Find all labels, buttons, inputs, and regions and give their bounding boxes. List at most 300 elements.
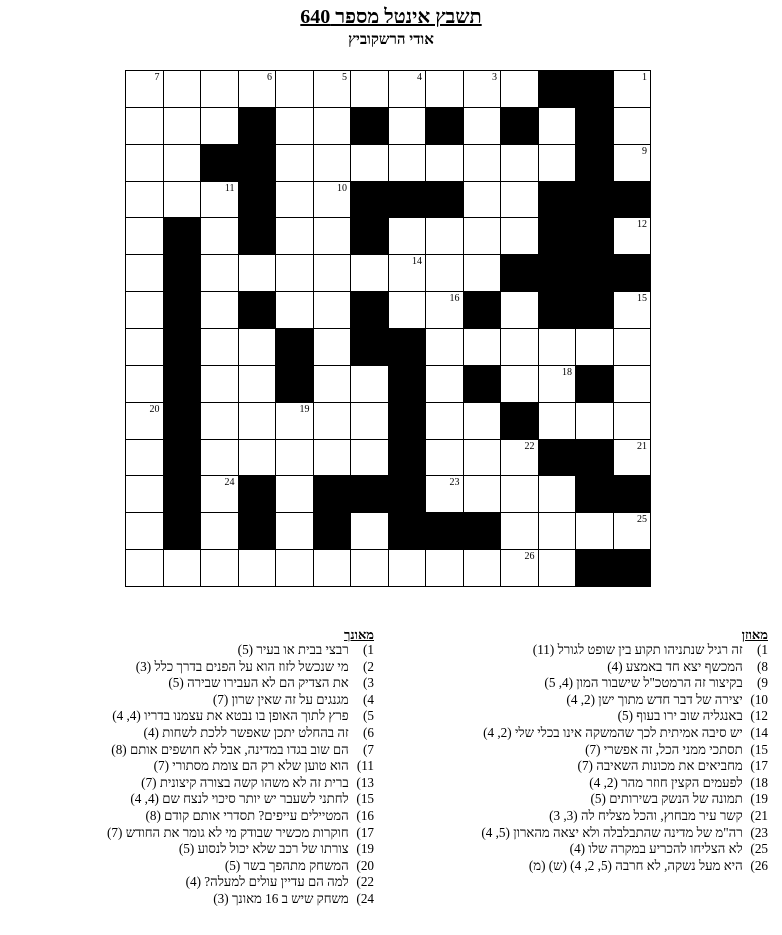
grid-cell[interactable] <box>313 328 352 366</box>
clue-text: הם שוב בגדו במדינה, אבל לא חושפים אותם (8) <box>111 741 349 757</box>
grid-cell[interactable] <box>575 402 614 440</box>
grid-cell[interactable] <box>613 70 652 108</box>
grid-cell[interactable] <box>425 70 464 108</box>
grid-cell[interactable] <box>275 107 314 145</box>
grid-cell[interactable] <box>613 328 652 366</box>
grid-cell[interactable] <box>463 70 502 108</box>
across-clue <box>388 758 768 775</box>
grid-cell[interactable] <box>350 512 389 550</box>
across-clue-list <box>388 642 768 874</box>
grid-cell[interactable] <box>463 402 502 440</box>
clue-number-label: 21) <box>750 807 768 823</box>
across-clue <box>388 725 768 742</box>
grid-cell[interactable] <box>500 512 539 550</box>
grid-cell[interactable] <box>313 254 352 292</box>
black-cell <box>538 181 577 219</box>
clue-number: 22 <box>524 440 535 452</box>
clue-text: המכשף יצא חד באמצע (4) <box>607 658 743 674</box>
grid-cell[interactable] <box>613 365 652 403</box>
black-cell <box>275 328 314 366</box>
clue-number-label: 1) <box>757 642 768 657</box>
clue-number-label: 14) <box>750 724 768 740</box>
grid-cell[interactable] <box>313 144 352 182</box>
across-clue <box>388 692 768 709</box>
clue-text: יש סיבה אמיתית לכך שהמשקה אינו בכלי שלי (2, 4) <box>483 724 743 740</box>
black-cell <box>238 512 277 550</box>
grid-cell[interactable] <box>200 402 239 440</box>
black-cell <box>575 144 614 182</box>
clue-text: תמונה של הנשק בשירותים (5) <box>590 791 743 807</box>
grid-cell[interactable] <box>125 291 164 329</box>
across-clues <box>388 627 768 874</box>
clue-text: צורתו של רכב שלא יכול לנסוע (5) <box>178 841 349 857</box>
grid-cell[interactable] <box>163 549 202 587</box>
grid-cell[interactable] <box>538 512 577 550</box>
clue-number: 24 <box>224 477 235 489</box>
down-clue <box>4 659 374 676</box>
clue-number: 14 <box>412 256 422 268</box>
clue-text: את הצדיק הם לא העבירו שבירה (5) <box>168 675 349 691</box>
clue-text: לחתני לשעבר יש יותר סיכוי לנצח שם (4, 4) <box>130 791 349 807</box>
grid-cell[interactable] <box>200 181 239 219</box>
across-clue <box>388 825 768 842</box>
clue-text: חוקרות מכשיר שבודק מי לא גומר את החודש (7) <box>107 824 349 840</box>
grid-cell[interactable] <box>125 549 164 587</box>
black-cell <box>163 365 202 403</box>
clue-number-label: 9) <box>757 675 768 691</box>
grid-cell[interactable] <box>125 365 164 403</box>
grid-cell[interactable] <box>200 475 239 513</box>
grid-cell[interactable] <box>275 512 314 550</box>
grid-cell[interactable] <box>125 254 164 292</box>
across-clue <box>388 858 768 875</box>
grid-cell[interactable] <box>125 512 164 550</box>
clue-number: 4 <box>417 72 422 83</box>
clue-number: 15 <box>637 293 647 305</box>
grid-cell[interactable] <box>275 254 314 292</box>
grid-cell[interactable] <box>538 475 577 513</box>
grid-cell[interactable] <box>350 254 389 292</box>
grid-cell[interactable] <box>313 402 352 440</box>
black-cell <box>350 328 389 366</box>
grid-cell[interactable] <box>463 328 502 366</box>
down-clue <box>4 858 374 875</box>
black-cell <box>388 402 427 440</box>
grid-cell[interactable] <box>463 107 502 145</box>
grid-cell[interactable] <box>125 217 164 255</box>
grid-cell[interactable] <box>350 402 389 440</box>
black-cell <box>575 291 614 329</box>
grid-cell[interactable] <box>238 70 277 108</box>
grid-cell[interactable] <box>538 365 577 403</box>
grid-cell[interactable] <box>613 107 652 145</box>
grid-cell[interactable] <box>500 144 539 182</box>
grid-cell[interactable] <box>613 291 652 329</box>
clue-number-label: 18) <box>750 774 768 790</box>
down-clue <box>4 742 374 759</box>
grid-cell[interactable] <box>388 549 427 587</box>
clue-text: המשחק מתהפך בשר (5) <box>224 857 349 873</box>
grid-cell[interactable] <box>425 402 464 440</box>
black-cell <box>200 144 239 182</box>
black-cell <box>238 217 277 255</box>
black-cell <box>163 402 202 440</box>
grid-cell[interactable] <box>275 181 314 219</box>
clue-number-label: 22) <box>356 874 374 890</box>
grid-cell[interactable] <box>500 365 539 403</box>
grid-cell[interactable] <box>275 402 314 440</box>
black-cell <box>163 512 202 550</box>
clue-number-label: 20) <box>356 857 374 873</box>
across-heading: מאוזן <box>741 627 768 642</box>
clue-number-label: 7) <box>363 741 374 757</box>
grid-cell[interactable] <box>463 254 502 292</box>
grid-cell[interactable] <box>125 70 164 108</box>
grid-cell[interactable] <box>538 144 577 182</box>
grid-cell[interactable] <box>350 144 389 182</box>
grid-cell[interactable] <box>200 328 239 366</box>
clue-number: 25 <box>637 514 647 526</box>
clue-text: רבצי בבית או בעיר (5) <box>237 642 349 657</box>
clue-number-label: 17) <box>750 758 768 774</box>
black-cell <box>238 107 277 145</box>
black-cell <box>500 402 539 440</box>
grid-cell[interactable] <box>238 254 277 292</box>
black-cell <box>575 254 614 292</box>
black-cell <box>163 475 202 513</box>
black-cell <box>463 512 502 550</box>
grid-cell[interactable] <box>125 107 164 145</box>
grid-cell[interactable] <box>538 107 577 145</box>
grid-cell[interactable] <box>388 217 427 255</box>
black-cell <box>163 217 202 255</box>
clue-number: 16 <box>449 293 460 305</box>
across-clue <box>388 841 768 858</box>
black-cell <box>538 254 577 292</box>
black-cell <box>425 512 464 550</box>
clue-number-label: 10) <box>750 691 768 707</box>
black-cell <box>575 70 614 108</box>
grid-cell[interactable] <box>425 549 464 587</box>
grid-cell[interactable] <box>200 365 239 403</box>
clue-number-label: 25) <box>750 841 768 857</box>
clue-text: הוא טוען שלא רק הם צומת מסתורי (7) <box>153 758 349 774</box>
down-clue <box>4 891 374 908</box>
grid-cell[interactable] <box>500 217 539 255</box>
clue-number-label: 2) <box>363 658 374 674</box>
clue-text: לא הצליחו להכריע במקרה שלו (4) <box>569 841 743 857</box>
grid-cell[interactable] <box>125 439 164 477</box>
grid-cell[interactable] <box>275 549 314 587</box>
clue-number: 26 <box>524 551 535 563</box>
grid-cell[interactable] <box>238 402 277 440</box>
grid-cell[interactable] <box>238 365 277 403</box>
clue-number-label: 26) <box>750 857 768 873</box>
grid-cell[interactable] <box>125 144 164 182</box>
black-cell <box>163 439 202 477</box>
grid-cell[interactable] <box>388 70 427 108</box>
down-clue <box>4 708 374 725</box>
clue-number: 6 <box>267 72 272 83</box>
across-clue <box>388 775 768 792</box>
grid-cell[interactable] <box>200 107 239 145</box>
grid-cell[interactable] <box>163 181 202 219</box>
black-cell <box>575 439 614 477</box>
black-cell <box>163 254 202 292</box>
clue-text: המטיילים עייפים? תסדרי אותם קודם (8) <box>145 807 349 823</box>
clue-number-label: 23) <box>750 824 768 840</box>
grid-cell[interactable] <box>125 475 164 513</box>
black-cell <box>388 365 427 403</box>
down-clue <box>4 725 374 742</box>
black-cell <box>613 181 652 219</box>
grid-cell[interactable] <box>125 402 164 440</box>
grid-cell[interactable] <box>313 439 352 477</box>
black-cell <box>388 512 427 550</box>
clue-text: ברית זה לא משהו קשה בצורה קיצונית (7) <box>141 774 349 790</box>
clue-number: 9 <box>642 145 647 157</box>
clue-number-label: 12) <box>750 708 768 724</box>
grid-cell[interactable] <box>200 549 239 587</box>
grid-cell[interactable] <box>425 291 464 329</box>
black-cell <box>500 254 539 292</box>
black-cell <box>538 439 577 477</box>
grid-cell[interactable] <box>350 70 389 108</box>
grid-cell[interactable] <box>200 291 239 329</box>
down-clue <box>4 642 374 659</box>
clue-number-label: 6) <box>363 724 374 740</box>
grid-cell[interactable] <box>200 254 239 292</box>
clue-number-label: 24) <box>356 890 374 906</box>
down-clues <box>4 627 374 908</box>
grid-cell[interactable] <box>313 291 352 329</box>
across-clue <box>388 742 768 759</box>
grid-cell[interactable] <box>500 181 539 219</box>
grid-cell[interactable] <box>463 475 502 513</box>
down-clue <box>4 874 374 891</box>
grid-cell[interactable] <box>275 475 314 513</box>
grid-cell[interactable] <box>613 439 652 477</box>
black-cell <box>238 291 277 329</box>
grid-cell[interactable] <box>613 144 652 182</box>
clue-number-label: 15) <box>750 741 768 757</box>
grid-cell[interactable] <box>350 365 389 403</box>
grid-cell[interactable] <box>163 107 202 145</box>
black-cell <box>575 365 614 403</box>
clue-text: היא מעל נשקה, לא חרבה (5, 2, 4) (ש) (מ) <box>528 857 743 873</box>
black-cell <box>538 291 577 329</box>
puzzle-author: אודי הרשקוביץ <box>348 32 434 48</box>
grid-cell[interactable] <box>425 439 464 477</box>
black-cell <box>163 291 202 329</box>
grid-cell[interactable] <box>313 70 352 108</box>
black-cell <box>163 328 202 366</box>
black-cell <box>275 365 314 403</box>
grid-cell[interactable] <box>200 70 239 108</box>
grid-cell[interactable] <box>500 328 539 366</box>
grid-cell[interactable] <box>125 181 164 219</box>
across-clue <box>388 642 768 659</box>
clue-text: קשר עיר מבחוץ, והכל מצליח לה (3, 3) <box>549 807 743 823</box>
grid-cell[interactable] <box>500 475 539 513</box>
black-cell <box>388 328 427 366</box>
grid-cell[interactable] <box>200 439 239 477</box>
grid-cell[interactable] <box>388 254 427 292</box>
across-clue <box>388 808 768 825</box>
grid-cell[interactable] <box>425 475 464 513</box>
clue-number-label: 8) <box>757 658 768 674</box>
grid-cell[interactable] <box>275 70 314 108</box>
down-heading: מאונך <box>344 627 374 642</box>
grid-cell[interactable] <box>425 365 464 403</box>
black-cell <box>463 365 502 403</box>
grid-cell[interactable] <box>613 512 652 550</box>
black-cell <box>575 549 614 587</box>
clue-number-label: 4) <box>363 691 374 707</box>
grid-cell[interactable] <box>463 217 502 255</box>
grid-cell[interactable] <box>388 107 427 145</box>
grid-cell[interactable] <box>238 549 277 587</box>
grid-cell[interactable] <box>238 439 277 477</box>
clue-text: מחביאים את מכונות השאיבה (7) <box>577 758 743 774</box>
grid-cell[interactable] <box>238 328 277 366</box>
grid-cell[interactable] <box>463 181 502 219</box>
grid-cell[interactable] <box>463 144 502 182</box>
grid-cell[interactable] <box>575 328 614 366</box>
clue-text: לפעמים הקצין חוזר מהר (2, 4) <box>589 774 743 790</box>
black-cell <box>425 107 464 145</box>
clue-number: 19 <box>299 403 310 415</box>
clue-text: רה"מ של מדינה שהתבלבלה ולא יצאה מהארון (5, 4) <box>481 824 743 840</box>
clue-number-label: 17) <box>356 824 374 840</box>
clue-number-label: 13) <box>356 774 374 790</box>
grid-cell[interactable] <box>500 291 539 329</box>
grid-cell[interactable] <box>575 512 614 550</box>
black-cell <box>388 475 427 513</box>
clue-number: 10 <box>337 182 347 194</box>
grid-cell[interactable] <box>388 144 427 182</box>
down-clue <box>4 758 374 775</box>
across-clue <box>388 659 768 676</box>
black-cell <box>538 70 577 108</box>
black-cell <box>538 217 577 255</box>
black-cell <box>350 181 389 219</box>
clue-number: 11 <box>224 182 235 194</box>
clue-number: 7 <box>154 72 160 83</box>
clue-number: 5 <box>342 72 347 83</box>
clue-text: למה הם עדיין עולים למעלה? (4) <box>185 874 349 890</box>
grid-cell[interactable] <box>275 144 314 182</box>
grid-cell[interactable] <box>613 402 652 440</box>
grid-cell[interactable] <box>275 217 314 255</box>
grid-cell[interactable] <box>425 254 464 292</box>
black-cell <box>425 181 464 219</box>
black-cell <box>350 107 389 145</box>
clue-number-label: 19) <box>356 841 374 857</box>
across-clue <box>388 675 768 692</box>
clue-text: זה בהחלט יתכן שאפשר ללכת לשחות (4) <box>143 724 349 740</box>
grid-cell[interactable] <box>538 328 577 366</box>
clue-text: מי שנכשל לזוז הוא על הפנים בדרך כלל (3) <box>135 658 349 674</box>
grid-cell[interactable] <box>463 549 502 587</box>
clue-number-label: 3) <box>363 675 374 691</box>
grid-cell[interactable] <box>463 439 502 477</box>
grid-cell[interactable] <box>538 402 577 440</box>
grid-cell[interactable] <box>313 107 352 145</box>
down-clue <box>4 841 374 858</box>
down-clue <box>4 692 374 709</box>
down-clue-list <box>4 642 374 908</box>
clue-text: בקיצור זה הרמטכ"ל שישבור המון (4, 5) <box>544 675 743 691</box>
clue-number-label: 1) <box>363 642 374 657</box>
clue-number-label: 19) <box>750 791 768 807</box>
black-cell <box>613 549 652 587</box>
black-cell <box>575 107 614 145</box>
grid-cell[interactable] <box>313 217 352 255</box>
grid-cell[interactable] <box>425 144 464 182</box>
black-cell <box>238 475 277 513</box>
grid-cell[interactable] <box>275 439 314 477</box>
grid-cell[interactable] <box>425 328 464 366</box>
grid-cell[interactable] <box>350 439 389 477</box>
grid-cell[interactable] <box>163 70 202 108</box>
grid-cell[interactable] <box>163 144 202 182</box>
clue-number: 18 <box>562 366 572 378</box>
clue-text: משחק שיש ב 16 מאונך (3) <box>213 890 349 906</box>
grid-cell[interactable] <box>538 549 577 587</box>
clue-number-label: 11) <box>356 758 374 774</box>
black-cell <box>238 181 277 219</box>
clue-number: 21 <box>637 440 647 452</box>
black-cell <box>350 475 389 513</box>
black-cell <box>313 512 352 550</box>
black-cell <box>388 439 427 477</box>
grid-cell[interactable] <box>275 291 314 329</box>
grid-cell[interactable] <box>425 217 464 255</box>
clue-number: 20 <box>149 403 160 415</box>
clue-text: באנגליה שוב ירו בעוף (5) <box>617 708 743 724</box>
clue-number-label: 15) <box>356 791 374 807</box>
grid-cell[interactable] <box>500 70 539 108</box>
grid-cell[interactable] <box>200 217 239 255</box>
clue-text: זה רגיל שנתניהו תקוע בין שופט לגורל (11) <box>532 642 743 657</box>
black-cell <box>350 291 389 329</box>
down-clue <box>4 825 374 842</box>
grid-cell[interactable] <box>500 549 539 587</box>
grid-cell[interactable] <box>350 549 389 587</box>
clue-number: 23 <box>449 477 460 489</box>
grid-cell[interactable] <box>313 549 352 587</box>
grid-cell[interactable] <box>500 439 539 477</box>
grid-cell[interactable] <box>613 217 652 255</box>
across-clue <box>388 791 768 808</box>
black-cell <box>575 181 614 219</box>
grid-cell[interactable] <box>388 291 427 329</box>
black-cell <box>313 475 352 513</box>
clue-number-label: 5) <box>363 708 374 724</box>
clue-number: 1 <box>642 72 647 83</box>
clue-text: מגנגים על זה שאין שרון (7) <box>212 691 349 707</box>
down-clue <box>4 675 374 692</box>
grid-cell[interactable] <box>313 181 352 219</box>
clue-text: פרץ לתוך האופן בו נבטא את עצמנו בדריו (4, 4) <box>112 708 349 724</box>
grid-cell[interactable] <box>125 328 164 366</box>
grid-cell[interactable] <box>200 512 239 550</box>
down-clue <box>4 808 374 825</box>
puzzle-title: תשבץ אינטל מספר 640 <box>300 6 482 28</box>
grid-cell[interactable] <box>313 365 352 403</box>
across-clue <box>388 708 768 725</box>
